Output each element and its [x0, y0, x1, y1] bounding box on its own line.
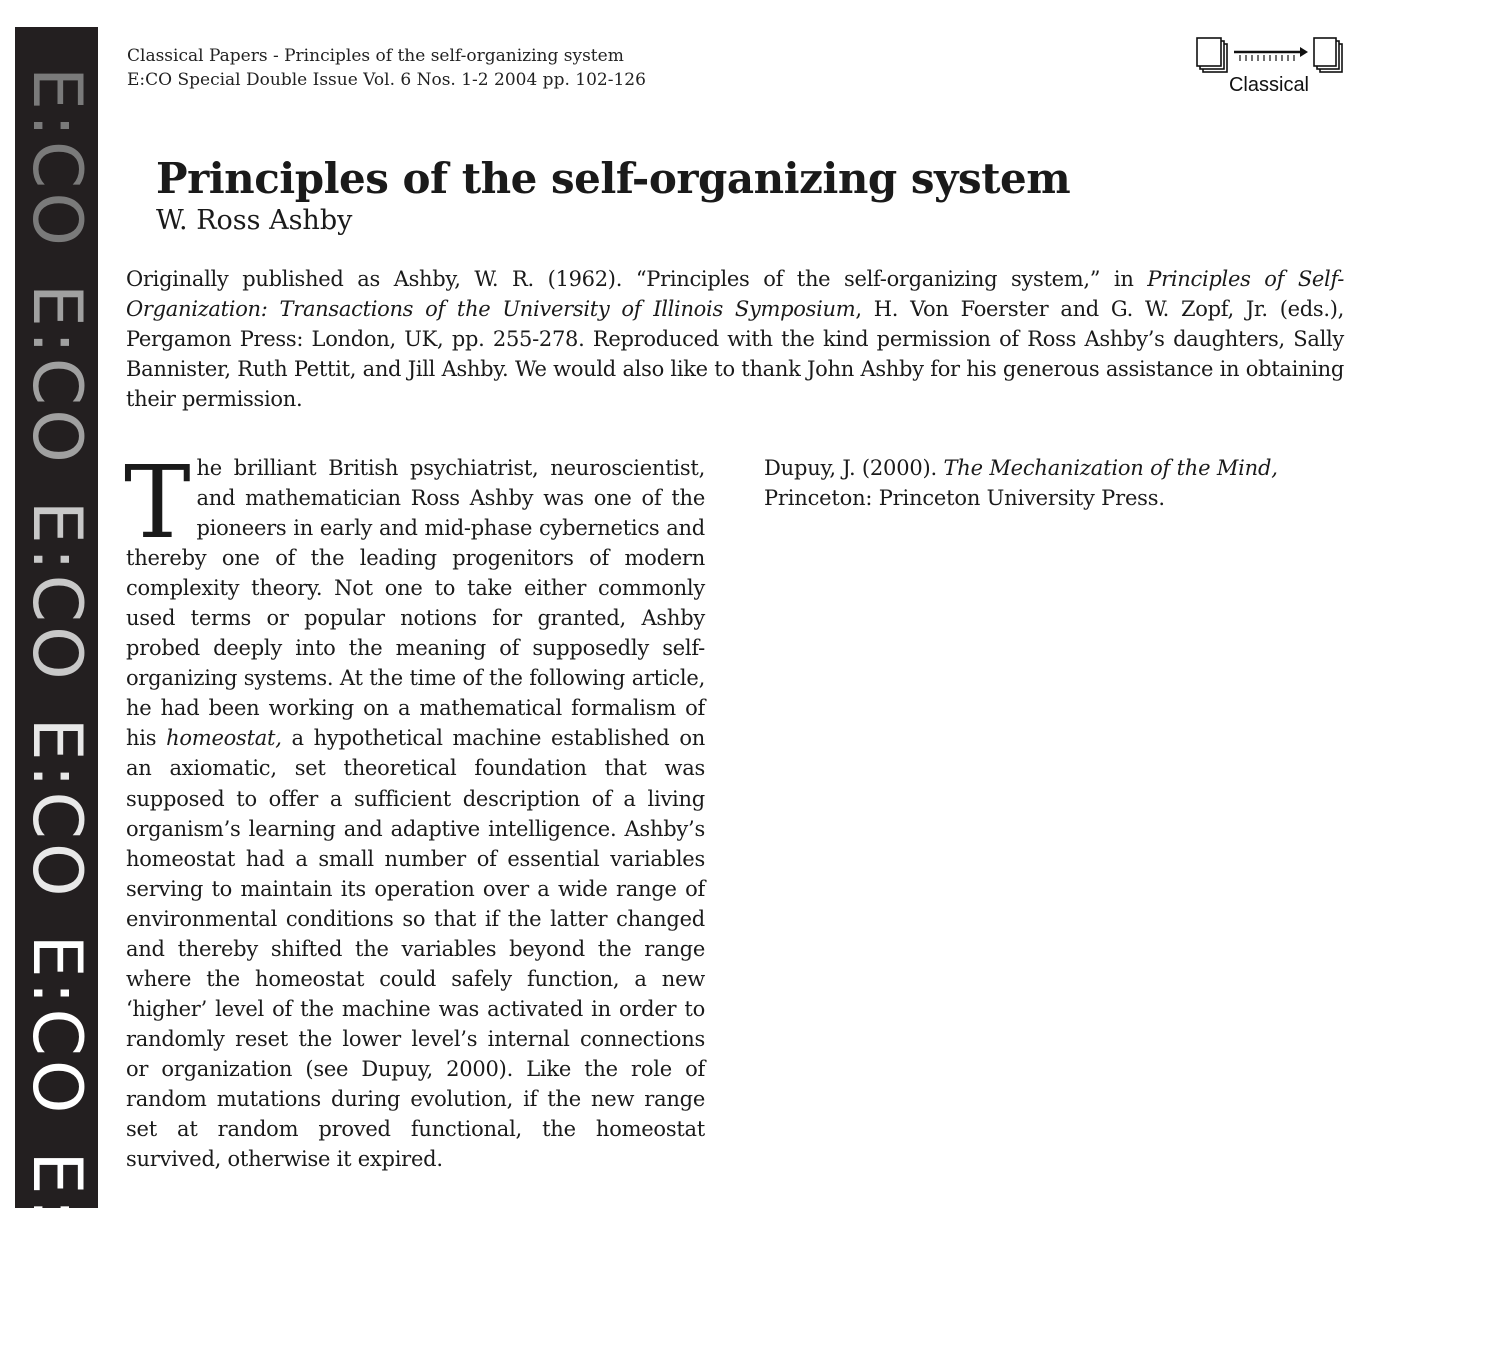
running-head-issue: E:CO Special Double Issue Vol. 6 Nos. 1-2 2004 pp. 102-126: [127, 70, 646, 90]
publication-note: Originally published as Ashby, W. R. (1962). “Principles of the self-organizing system,” in Principles of Self-Organization: Transactions of the University of Illinois Symposium, H. Von Foerster and G. W. Zopf, Jr. (eds.), Pergamon Press: London, UK, pp. 255-278. Reproduced with the kind permission of Ross Ashby’s daughters, Sally Bannister, Ruth Pettit, and Jill Ashby. We would also like to thank John Ashby for his generous assistance in obtaining their permission.: [126, 267, 1344, 411]
eco-side-banner: [15, 27, 98, 1335]
banner-logotype: E:COE:COE:COE:COE:COE:CO: [17, 67, 96, 1335]
document-transfer-icon: [1196, 34, 1346, 74]
reference-title: The Mechanization of the Mind,: [943, 456, 1278, 480]
reference-entry: Dupuy, J. (2000). The Mechanization of the Mind, Princeton: Princeton University Press.: [764, 456, 1278, 510]
drop-cap: T: [124, 444, 191, 561]
article-title: Principles of the self-organizing system: [156, 154, 1071, 203]
running-head-section: Classical Papers - Principles of the self-organizing system: [127, 46, 624, 66]
classical-logo: [1196, 34, 1346, 100]
classical-logo-label: Classical: [1228, 74, 1310, 96]
intro-paragraph: The brilliant British psychiatrist, neuroscientist, and mathematician Ross Ashby was one of the pioneers in early and mid-phase cybernetics and thereby one of the leading progenitors of modern complexity theory. Not one to take either commonly used terms or popular notions for granted, Ashby probed deeply into the meaning of supposedly self-organizing systems. At the time of the following article, he had been working on a mathematical formalism of his homeostat, a hypothetical machine established on an axiomatic, set theoretical foundation that was supposed to offer a sufficient description of a living organism’s learning and adaptive intelligence. Ashby’s homeostat had a small number of essential variables serving to maintain its operation over a wide range of environmental conditions so that if the latter changed and thereby shifted the variables beyond the range where the homeostat could safely function, a new ‘higher’ level of the machine was activated in order to randomly reset the lower level’s internal connections or organization (see Dupuy, 2000). Like the role of random mutations during evolution, if the new range set at random proved functional, the homeostat survived, otherwise it expired.: [124, 444, 706, 1172]
source-book-title: Principles of Self-Organization: Transactions of the University of Illinois Symposium: [126, 267, 1344, 321]
running-head: [127, 44, 646, 92]
homeostat-term: homeostat,: [166, 726, 282, 751]
article-author: W. Ross Ashby: [156, 205, 353, 236]
